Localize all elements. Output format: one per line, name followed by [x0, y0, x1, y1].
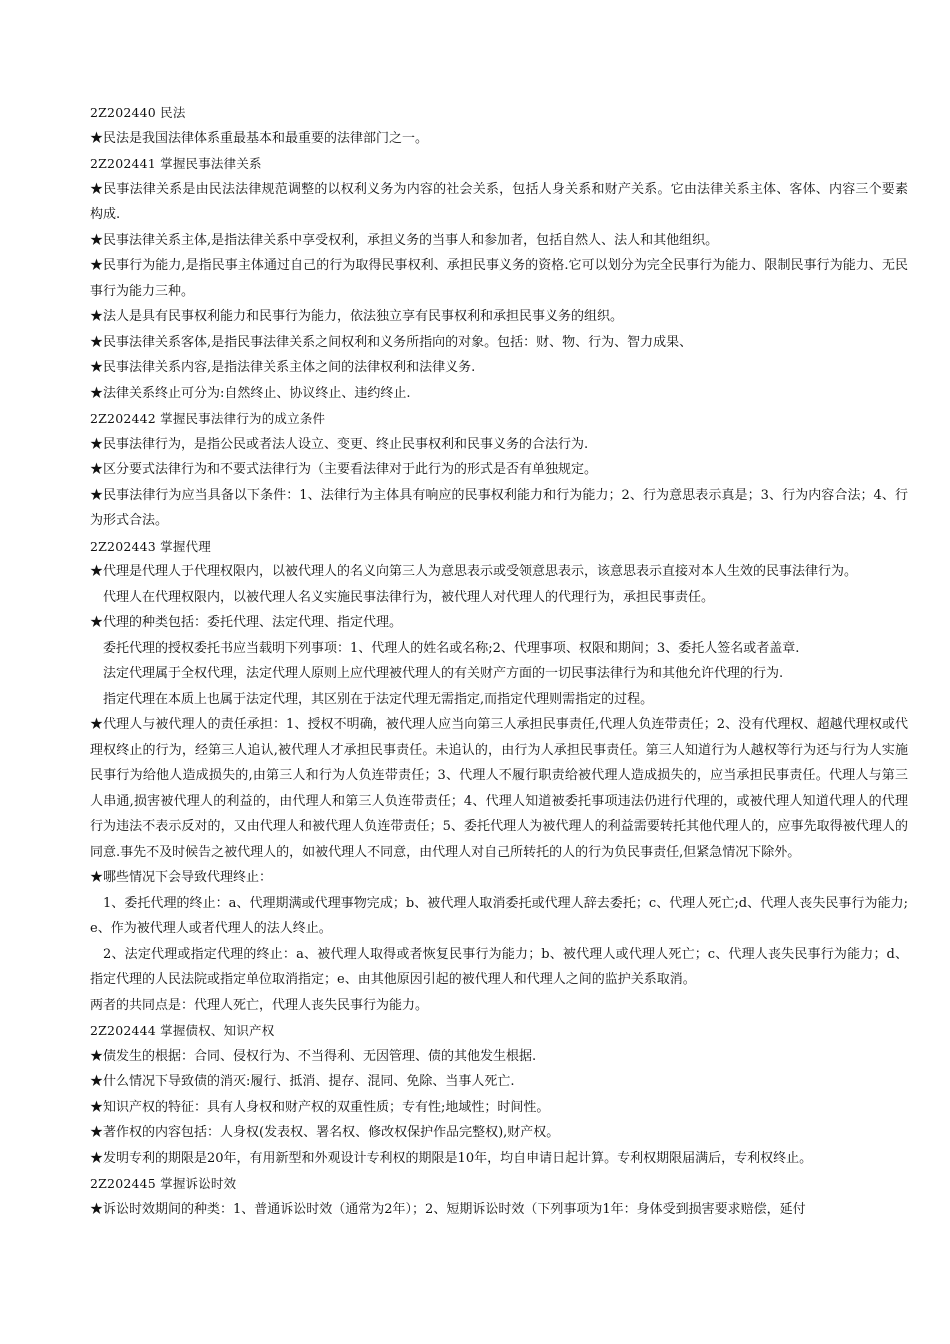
paragraph: ★民事法律行为，是指公民或者法人设立、变更、终止民事权利和民事义务的合法行为. [90, 436, 589, 452]
section-heading: 2Z202441 掌握民事法律关系 [90, 156, 262, 171]
paragraph: ★知识产权的特征：具有人身权和财产权的双重性质；专有性;地域性；时间性。 [90, 1099, 550, 1115]
paragraph: ★代理人与被代理人的责任承担：1、授权不明确，被代理人应当向第三人承担民事责任,代理人负连带责任；2、没有代理权、超越代理权或代理权终止的行为，经第三人追认,被代理人才承担民事责任。未追认的，由行为人承担民事责任。第三人知道行为人越权等行为还与行为人实施民事行为给他人造成损失的,由第三人和行为人负连带责任；3、代理人不履行职责给被代理人造成损失的，应当承担民事责任。代理人与第三人串通,损害被代理人的利益的，由代理人和第三人负连带责任；4、代理人知道被委托事项违法仍进行代理的，或被代理人知道代理人的代理行为违法不表示反对的，又由代理人和被代理人负连带责任；5、委托代理人为被代理人的利益需要转托其他代理人的，应事先取得被代理人的同意.事先不及时候告之被代理人的，如被代理人不同意，由代理人对自己所转托的人的行为负民事责任,但紧急情况下除外。 [90, 717, 908, 860]
indented-paragraph: 1、委托代理的终止：a、代理期满或代理事物完成；b、被代理人取消委托或代理人辞去委托；c、代理人死亡;d、代理人丧失民事行为能力;e、作为被代理人或者代理人的法人终止。 [90, 895, 908, 936]
paragraph: ★民事法律关系客体,是指民事法律关系之间权利和义务所指向的对象。包括：财、物、行为、智力成果、 [90, 334, 693, 350]
section-heading: 2Z202442 掌握民事法律行为的成立条件 [90, 411, 326, 426]
section-heading: 2Z202445 掌握诉讼时效 [90, 1176, 237, 1191]
paragraph: ★民事法律关系是由民法法律规范调整的以权利义务为内容的社会关系，包括人身关系和财产关系。它由法律关系主体、客体、内容三个要素构成. [90, 181, 908, 222]
paragraph: ★代理是代理人于代理权限内，以被代理人的名义向第三人为意思表示或受领意思表示，该意思表示直接对本人生效的民事法律行为。 [90, 564, 858, 579]
paragraph: 两者的共同点是：代理人死亡，代理人丧失民事行为能力。 [90, 997, 429, 1013]
indented-paragraph: 委托代理的授权委托书应当载明下列事项：1、代理人的姓名或名称;2、代理事项、权限和期间；3、委托人签名或者盖章. [103, 640, 800, 656]
section-heading: 2Z202440 民法 [90, 105, 186, 120]
paragraph: ★发明专利的期限是20年，有用新型和外观设计专利权的期限是10年，均自申请日起计算。专利权期限届满后，专利权终止。 [90, 1150, 813, 1166]
paragraph: ★法人是具有民事权利能力和民事行为能力，依法独立享有民事权利和承担民事义务的组织。 [90, 309, 624, 324]
section-heading: 2Z202444 掌握债权、知识产权 [90, 1023, 275, 1038]
paragraph: ★民事行为能力,是指民事主体通过自己的行为取得民事权利、承担民事义务的资格.它可以划分为完全民事行为能力、限制民事行为能力、无民事行为能力三种。 [90, 258, 908, 299]
paragraph: ★债发生的根据：合同、侵权行为、不当得利、无因管理、债的其他发生根据. [90, 1048, 537, 1064]
paragraph: ★民事法律行为应当具备以下条件：1、法律行为主体具有响应的民事权利能力和行为能力；2、行为意思表示真是；3、行为内容合法；4、行为形式合法。 [90, 487, 908, 528]
paragraph: ★民事法律关系内容,是指法律关系主体之间的法律权利和法律义务. [90, 360, 476, 375]
paragraph: ★什么情况下导致债的消灭:履行、抵消、提存、混同、免除、当事人死亡. [90, 1074, 515, 1089]
indented-paragraph: 代理人在代理权限内，以被代理人名义实施民事法律行为，被代理人对代理人的代理行为，承担民事责任。 [103, 589, 715, 605]
paragraph: ★诉讼时效期间的种类：1、普通诉讼时效（通常为2年）；2、短期诉讼时效（下列事项为1年：身体受到损害要求赔偿，延付 [90, 1201, 806, 1217]
document-page [90, 100, 908, 1222]
indented-paragraph: 指定代理在本质上也属于法定代理，其区别在于法定代理无需指定,而指定代理则需指定的过程。 [103, 691, 654, 707]
paragraph: ★著作权的内容包括：人身权(发表权、署名权、修改权保护作品完整权),财产权。 [90, 1125, 560, 1140]
paragraph: ★代理的种类包括：委托代理、法定代理、指定代理。 [90, 615, 403, 630]
paragraph: ★区分要式法律行为和不要式法律行为（主要看法律对于此行为的形式是否有单独规定。 [90, 462, 598, 477]
paragraph: ★民法是我国法律体系重最基本和最重要的法律部门之一。 [90, 130, 429, 146]
paragraph: ★哪些情况下会导致代理终止： [90, 870, 273, 885]
indented-paragraph: 2、法定代理或指定代理的终止：a、被代理人取得或者恢复民事行为能力；b、被代理人或代理人死亡；c、代理人丧失民事行为能力；d、指定代理的人民法院或指定单位取消指定；e、由其他原因引起的被代理人和代理人之间的监护关系取消。 [90, 946, 908, 987]
indented-paragraph: 法定代理属于全权代理，法定代理人原则上应代理被代理人的有关财产方面的一切民事法律行为和其他允许代理的行为. [103, 666, 784, 681]
paragraph: ★法律关系终止可分为:自然终止、协议终止、违约终止. [90, 385, 411, 401]
paragraph: ★民事法律关系主体,是指法律关系中享受权利，承担义务的当事人和参加者，包括自然人、法人和其他组织。 [90, 232, 719, 248]
section-heading: 2Z202443 掌握代理 [90, 538, 211, 554]
